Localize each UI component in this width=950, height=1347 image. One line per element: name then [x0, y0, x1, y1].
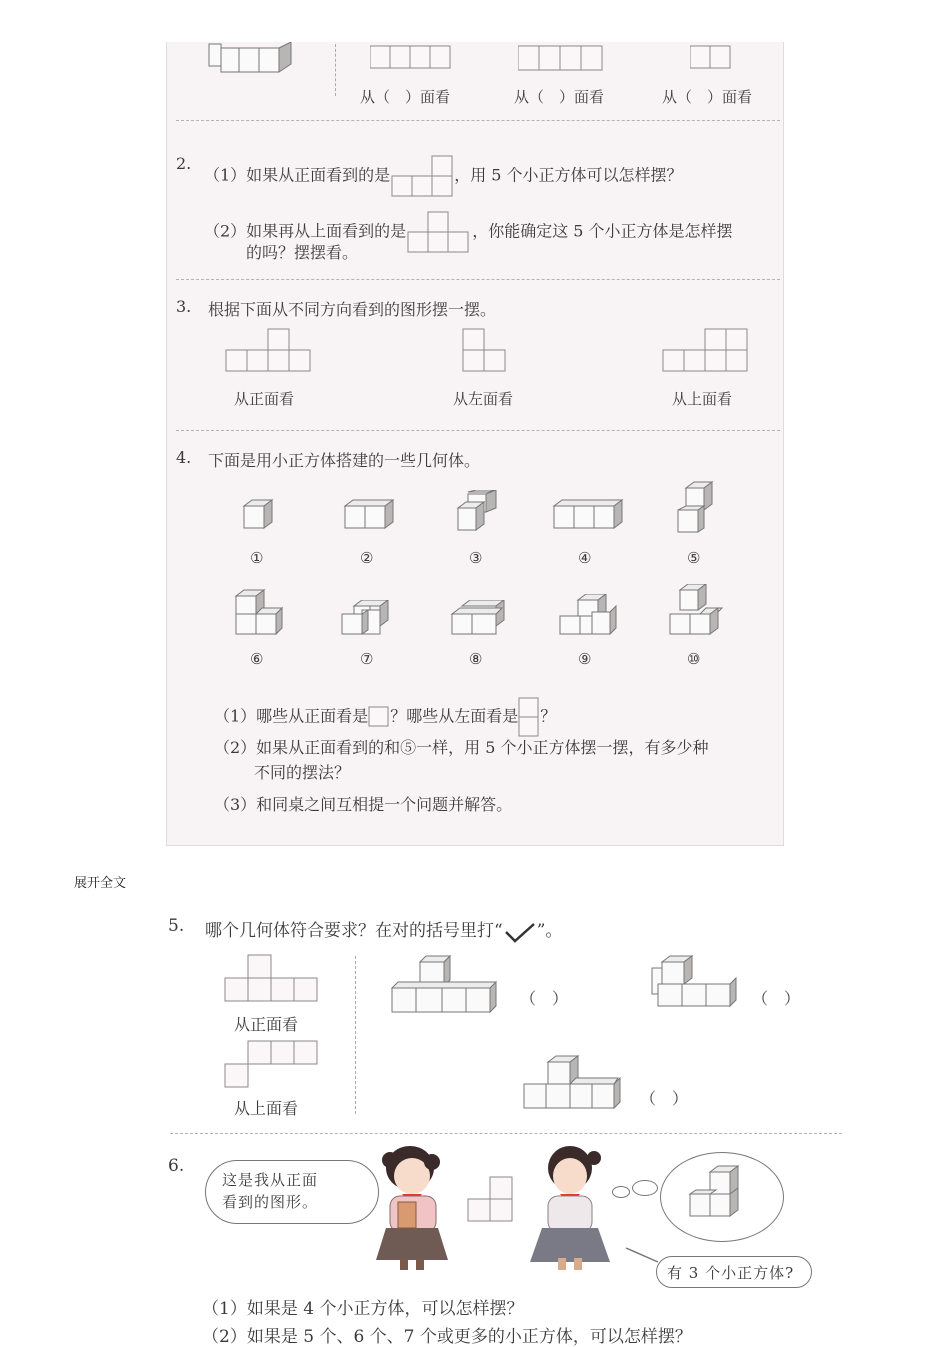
- q5-front-view-grid: [224, 954, 320, 1004]
- q3-left-view-grid: [462, 328, 510, 374]
- q3-top-view-grid: [662, 328, 752, 374]
- question-number: 2.: [176, 154, 192, 173]
- q2-part2-suffix: ，你能确定这 5 个小正方体是怎样摆: [472, 221, 733, 241]
- solid-label: ①: [250, 549, 264, 567]
- solid-label: ②: [360, 549, 374, 567]
- solid-3: [454, 490, 502, 534]
- solid-label: ③: [469, 549, 483, 567]
- q5-text-end: ”。: [536, 921, 563, 941]
- solid-10: [668, 584, 726, 638]
- view-caption: 从上面看: [234, 1099, 299, 1118]
- solid-label: ⑧: [469, 650, 483, 668]
- q2-part2-prefix: （2）如果再从上面看到的是: [204, 221, 407, 241]
- q4-sub2-line2: 不同的摆法？: [254, 763, 351, 782]
- view-caption: 从左面看: [453, 390, 514, 408]
- speech-line: 有 3 个小正方体?: [667, 1264, 795, 1282]
- section-divider: [176, 120, 780, 121]
- answer-paren[interactable]: （ ）: [640, 1089, 689, 1108]
- q6-front-view-grid: [467, 1176, 517, 1224]
- stacked-squares-icon: [518, 697, 540, 737]
- thought-dot: [612, 1186, 630, 1198]
- section-divider: [170, 1133, 842, 1134]
- question-number: 4.: [176, 448, 192, 467]
- solid-5: [676, 480, 716, 536]
- view-caption: 从正面看: [234, 390, 295, 408]
- q5-solid-a: [390, 954, 500, 1016]
- view-grid-3: [690, 42, 735, 72]
- view-caption: 从正面看: [234, 1015, 299, 1034]
- q2-part1-prefix: （1）如果从正面看到的是: [204, 165, 391, 185]
- q5-text-start: 哪个几何体符合要求？在对的括号里打“: [205, 921, 503, 941]
- solid-2: [343, 498, 397, 532]
- q2-part2-line2: 的吗？摆摆看。: [246, 243, 359, 262]
- q4-sub3: （3）和同桌之间互相提一个问题并解答。: [214, 795, 513, 814]
- answer-paren[interactable]: （ ）: [520, 989, 569, 1008]
- expand-full-text-link[interactable]: 展开全文: [74, 876, 127, 891]
- speech-tail: [624, 1246, 664, 1266]
- solid-8: [450, 600, 508, 638]
- question-number: 5.: [168, 916, 185, 936]
- solid-label: ⑥: [250, 650, 264, 668]
- q4-sub1-a: （1）哪些从正面看是: [214, 706, 369, 726]
- q5-solid-b: [648, 954, 740, 1010]
- solid-label: ⑤: [687, 549, 701, 567]
- speech-bubble-girl2: [656, 1256, 812, 1288]
- q3-text: 根据下面从不同方向看到的图形摆一摆。: [208, 300, 497, 319]
- solid-label: ⑦: [360, 650, 374, 668]
- solid-6: [234, 588, 284, 638]
- speech-line: 看到的图形。: [222, 1193, 319, 1211]
- solid-label: ⑨: [578, 650, 592, 668]
- solid-4: [552, 498, 624, 532]
- answer-paren[interactable]: （ ）: [752, 989, 801, 1008]
- partial-cube-figure: [205, 42, 300, 76]
- view-direction-label: 从（ ）面看: [514, 88, 605, 106]
- thought-dot: [632, 1180, 658, 1196]
- girl-character-illustration: [520, 1140, 620, 1274]
- q4-text: 下面是用小正方体搭建的一些几何体。: [208, 451, 481, 470]
- q5-solid-c: [522, 1054, 622, 1112]
- column-divider: [355, 956, 356, 1114]
- solid-label: ⑩: [687, 650, 701, 668]
- q2-top-view-grid: [406, 210, 472, 254]
- question-number: 6.: [168, 1156, 185, 1176]
- solid-7: [340, 600, 398, 638]
- q5-top-view-grid: [224, 1040, 320, 1090]
- q5-text: [205, 916, 562, 944]
- q3-front-view-grid: [225, 328, 315, 374]
- q2-part1: [204, 154, 683, 198]
- view-caption: 从上面看: [672, 390, 733, 408]
- checkmark-icon: [503, 920, 537, 944]
- girl-character-illustration: [368, 1140, 458, 1274]
- view-grid-2: [518, 42, 608, 72]
- solid-label: ④: [578, 549, 592, 567]
- section-divider: [176, 279, 780, 280]
- thought-cube-figure: [688, 1164, 752, 1224]
- q6-sub2: （2）如果是 5 个、6 个、7 个或更多的小正方体，可以怎样摆？: [202, 1327, 692, 1347]
- q2-front-view-grid: [390, 154, 454, 198]
- speech-bubble-girl1: [205, 1160, 379, 1224]
- single-square-icon: [368, 706, 390, 728]
- section-divider: [176, 430, 780, 431]
- q2-part1-suffix: ，用 5 个小正方体可以怎样摆？: [454, 165, 683, 185]
- q4-sub1: [214, 697, 556, 737]
- q6-sub1: （1）如果是 4 个小正方体，可以怎样摆？: [202, 1299, 524, 1319]
- q4-sub1-c: ？: [540, 706, 557, 726]
- speech-line: 这是我从正面: [222, 1171, 319, 1189]
- view-direction-label: 从（ ）面看: [662, 88, 753, 106]
- q4-sub1-b: ？哪些从左面看是: [390, 706, 519, 726]
- solid-9: [558, 594, 618, 638]
- solid-1: [242, 498, 276, 532]
- column-divider: [335, 44, 336, 96]
- q4-sub2-line1: （2）如果从正面看到的和⑤一样，用 5 个小正方体摆一摆，有多少种: [214, 738, 709, 757]
- question-number: 3.: [176, 297, 192, 316]
- view-direction-label: 从（ ）面看: [360, 88, 451, 106]
- view-grid-1: [370, 42, 455, 72]
